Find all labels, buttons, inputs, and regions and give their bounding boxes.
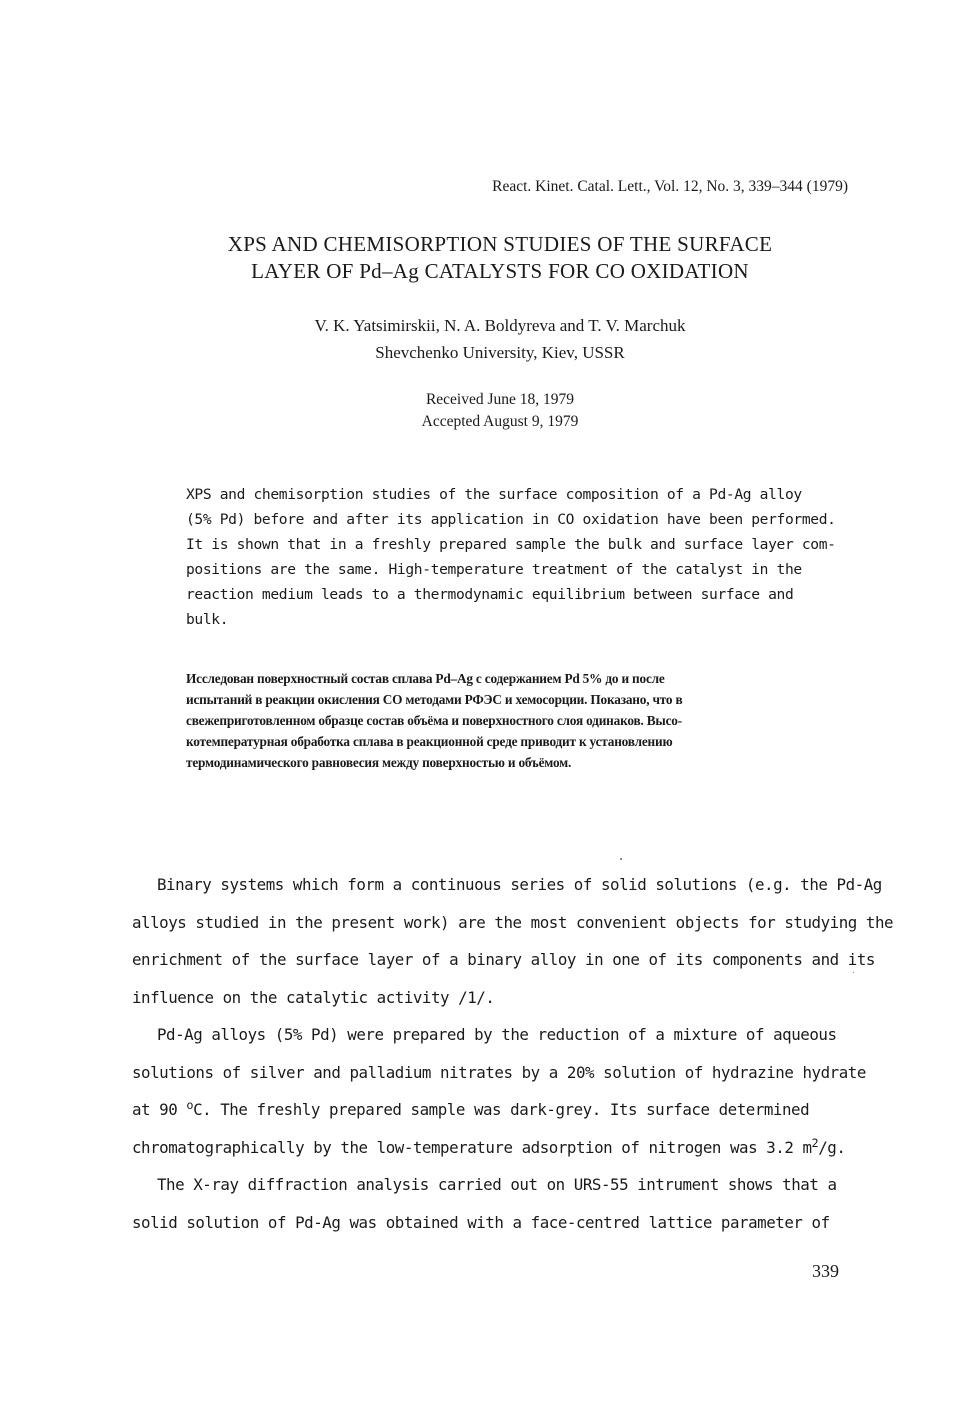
body-line: alloys studied in the present work) are the most convenient objects for studying the: [132, 912, 894, 932]
abstract-line: (5% Pd) before and after its application in CO oxidation have been performed.: [186, 511, 836, 528]
abstract-line: свежеприготовленном образце состав объёма и поверхностного слоя одинаков. Высо-: [186, 713, 682, 728]
accepted-date: Accepted August 9, 1979: [421, 413, 579, 430]
body-text-run: chromatographically by the low-temperature adsorption of nitrogen was 3.2 m: [132, 1137, 812, 1157]
author-affiliation: Shevchenko University, Kiev, USSR: [375, 343, 625, 362]
body-line: enrichment of the surface layer of a binary alloy in one of its components and its: [132, 950, 875, 969]
body-line: Pd-Ag alloys (5% Pd) were prepared by the reduction of a mixture of aqueous: [157, 1025, 837, 1044]
body-line: solid solution of Pd-Ag was obtained with a face-centred lattice parameter of: [132, 1212, 830, 1232]
author-block: [0, 312, 976, 366]
body-line: influence on the catalytic activity /1/.: [132, 987, 495, 1007]
title-line: XPS AND CHEMISORPTION STUDIES OF THE SURFACE: [227, 232, 773, 256]
body-text-run: at 90: [132, 1100, 187, 1119]
abstract-line: XPS and chemisorption studies of the surface composition of a Pd-Ag alloy: [186, 486, 802, 503]
square-superscript: 2: [811, 1135, 819, 1150]
body-text-run: C. The freshly prepared sample was dark-grey. Its surface determined: [193, 1100, 810, 1119]
body-line: [132, 1091, 844, 1129]
abstract-line: reaction medium leads to a thermodynamic equilibrium between surface and: [186, 586, 794, 603]
body-line: solutions of silver and palladium nitrates by a 20% solution of hydrazine hydrate: [132, 1062, 866, 1082]
abstract-line: positions are the same. High-temperature treatment of the catalyst in the: [186, 561, 802, 578]
abstract-line: Исследован поверхностный состав сплава Pd–Ag с содержанием Pd 5% до и после: [186, 671, 665, 686]
abstract-line: It is shown that in a freshly prepared sample the bulk and surface layer com-: [186, 536, 836, 553]
abstract-line: котемпературная обработка сплава в реакционной среде приводит к установлению: [186, 734, 673, 749]
scan-speck: [853, 972, 854, 973]
abstract-russian: [186, 668, 866, 773]
body-line: The X-ray diffraction analysis carried out on URS-55 intrument shows that a: [157, 1175, 837, 1194]
received-date: Received June 18, 1979: [425, 391, 575, 408]
body-line: Binary systems which form a continuous series of solid solutions (e.g. the Pd-Ag: [157, 875, 882, 894]
abstract-english: [186, 482, 866, 632]
author-names: V. K. Yatsimirskii, N. A. Boldyreva and T. V. Marchuk: [314, 316, 686, 335]
body-text: [132, 866, 894, 1241]
date-block: [0, 389, 976, 433]
abstract-line: bulk.: [186, 611, 229, 628]
scan-speck: [620, 858, 622, 860]
journal-citation: React. Kinet. Catal. Lett., Vol. 12, No. 3, 339–344 (1979): [492, 178, 848, 195]
body-line: [132, 1129, 844, 1167]
degree-superscript: o: [186, 1098, 194, 1113]
abstract-line: термодинамического равновесия между поверхностью и объёмом.: [186, 755, 572, 770]
title-line: LAYER OF Pd–Ag CATALYSTS FOR CO OXIDATION: [251, 259, 749, 283]
body-text-run: /g.: [818, 1137, 846, 1157]
abstract-line: испытаний в реакции окисления CO методами РФЭС и хемосорции. Показано, что в: [186, 692, 683, 707]
page-number: 339: [812, 1261, 839, 1281]
paper-title: [0, 231, 976, 285]
